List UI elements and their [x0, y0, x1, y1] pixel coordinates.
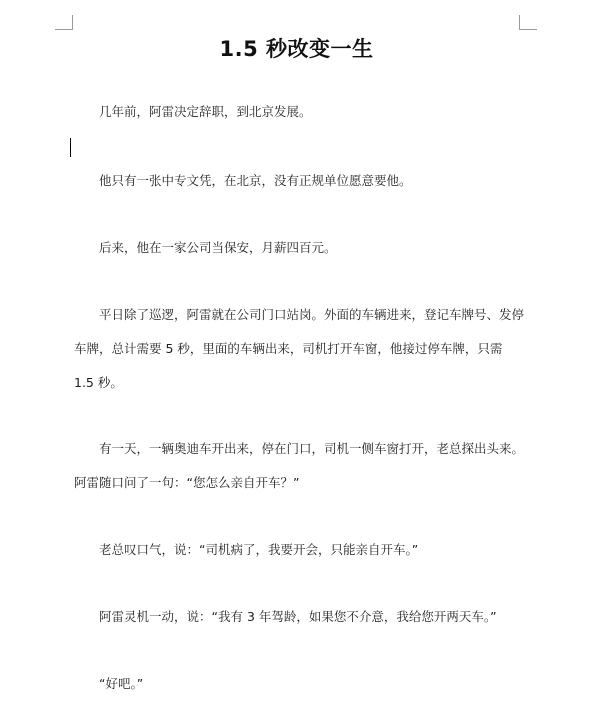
paragraph-7: 阿雷灵机一动，说：“我有 3 年驾龄，如果您不介意，我给您开两天车。” — [99, 609, 497, 624]
paragraph-1: 几年前，阿雷决定辞职，到北京发展。 — [99, 104, 312, 119]
paragraph-2: 他只有一张中专文凭，在北京，没有正规单位愿意要他。 — [99, 173, 412, 188]
paragraph-8: “好吧。” — [99, 676, 144, 691]
paragraph-3: 后来，他在一家公司当保安，月薪四百元。 — [99, 240, 337, 255]
paragraph-5: 有一天，一辆奥迪车开出来，停在门口，司机一侧车窗打开，老总探出头来。阿雷随口问了一句：“您怎么亲自开车？” — [74, 441, 525, 490]
paragraph-4: 平日除了巡逻，阿雷就在公司门口站岗。外面的车辆进来，登记车牌号、发停车牌，总计需要 5 秒，里面的车辆出来，司机打开车窗，他接过停车牌，只需 1.5 秒。 — [74, 307, 525, 390]
crop-mark-top-right — [519, 15, 537, 30]
crop-mark-top-left — [55, 15, 73, 30]
document-title: 1.5 秒改变一生 — [219, 37, 374, 61]
text-cursor — [70, 138, 71, 157]
paragraph-6: 老总叹口气，说：“司机病了，我要开会，只能亲自开车。” — [99, 542, 419, 557]
